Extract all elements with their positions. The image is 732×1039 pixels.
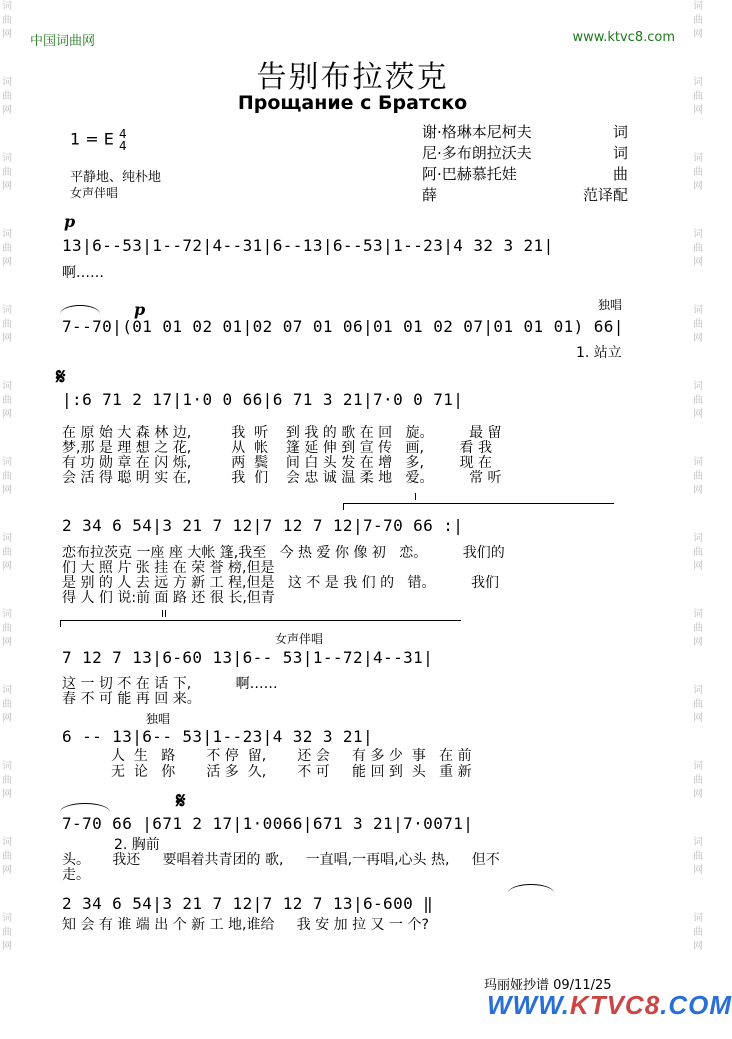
credit-lyricist-2: 尼·多布朗拉沃夫 词 <box>422 144 628 162</box>
lyric-line-7b: 走。 <box>62 867 90 883</box>
verse-marker-2: 2. 胸前 <box>114 837 160 853</box>
watermark-char: 网 <box>693 561 703 572</box>
watermark-char: 网 <box>2 485 12 496</box>
watermark-char: 网 <box>693 941 703 952</box>
song-title: 告别布拉茨克 <box>256 60 449 95</box>
time-bottom: 4 <box>118 139 127 153</box>
watermark-gap <box>0 954 14 988</box>
watermark-char: 网 <box>2 409 12 420</box>
watermark-gap <box>691 802 705 836</box>
dynamic-piano-1: p <box>64 212 76 231</box>
lyric-line-1: 啊…… <box>62 265 104 281</box>
watermark-char: 曲 <box>693 775 703 786</box>
watermark-char: 网 <box>693 29 703 40</box>
watermark-char: 网 <box>2 713 12 724</box>
watermark-gap <box>0 574 14 608</box>
watermark-char: 词 <box>2 77 12 88</box>
watermark-gap <box>0 498 14 532</box>
watermark-char: 曲 <box>693 243 703 254</box>
watermark-gap <box>691 194 705 228</box>
watermark-char: 网 <box>693 333 703 344</box>
lyric-line-8: 知 会 有 谁 端 出 个 新 工 地,谁给 我 安 加 拉 又 一 个? <box>62 917 429 933</box>
segno-sign-1: 𝄋 <box>56 364 66 390</box>
watermark-char: 网 <box>2 257 12 268</box>
watermark-char: 曲 <box>693 395 703 406</box>
notation-line-5: 7 12 7 13|6-60 13|6-- 53|1--72|4--31| <box>62 648 434 667</box>
watermark-char: 词 <box>2 305 12 316</box>
watermark-char: 词 <box>693 685 703 696</box>
key-signature <box>70 128 127 152</box>
female-chorus-marking: 女声伴唱 <box>275 632 324 646</box>
watermark-char: 曲 <box>2 547 12 558</box>
watermark-char: 词 <box>693 761 703 772</box>
lyric-line-7a: 头。 我还 要唱着共青团的 歌, 一直唱,一再唱,心头 热, 但不 <box>62 852 500 868</box>
watermark-char: 词 <box>2 229 12 240</box>
watermark-char: 词 <box>693 457 703 468</box>
watermark-char: 词 <box>693 837 703 848</box>
watermark-char: 网 <box>693 257 703 268</box>
watermark-char: 词 <box>693 381 703 392</box>
watermark-gap <box>691 422 705 456</box>
site-logo: WWW.KTVC8.COM <box>487 990 732 1020</box>
watermark-char: 曲 <box>693 851 703 862</box>
tie-arc-3 <box>508 884 554 893</box>
watermark-gap <box>691 650 705 684</box>
watermark-char: 曲 <box>2 927 12 938</box>
watermark-char: 网 <box>693 105 703 116</box>
notation-line-2: 7--70|(01 01 02 01|02 07 01 06|01 01 02 07|01 01 01) 66| <box>62 317 624 336</box>
watermark-char: 词 <box>2 761 12 772</box>
lyric-line-5b: 春 不 可 能 再 回 来。 <box>62 691 201 707</box>
solo-marking-1: 独唱 <box>598 298 623 312</box>
watermark-char: 网 <box>2 105 12 116</box>
watermark-char: 曲 <box>693 927 703 938</box>
watermark-char: 词 <box>693 913 703 924</box>
watermark-char: 网 <box>2 789 12 800</box>
lyric-line-4d: 得 人 们 说:前 面 路 还 很 长,但青 <box>62 590 275 606</box>
copyist-credit: 玛丽娅抄谱 09/11/25 <box>484 978 612 993</box>
watermark-char: 词 <box>2 381 12 392</box>
notation-line-8: 2 34 6 54|3 21 7 12|7 12 7 13|6-600 ‖ <box>62 894 434 913</box>
watermark-char: 曲 <box>693 15 703 26</box>
watermark-char: 网 <box>2 865 12 876</box>
lyric-line-3a: 在 原 始 大 森 林 边, 我 听 到 我 的 歌 在 回 旋。 最 留 <box>62 425 502 441</box>
watermark-gap <box>0 422 14 456</box>
watermark-gap <box>0 346 14 380</box>
tie-arc <box>60 305 100 314</box>
watermark-char: 网 <box>2 181 12 192</box>
volta-bracket-1: I <box>343 503 614 510</box>
segno-sign-2: 𝄋 <box>176 788 186 814</box>
watermark-char: 曲 <box>2 167 12 178</box>
lyric-line-6b: 无 论 你 活 多 久, 不 可 能 回 到 头 重 新 <box>62 764 472 780</box>
key-label: 1 = E <box>70 129 114 149</box>
watermark-char: 曲 <box>2 15 12 26</box>
watermark-char: 曲 <box>693 319 703 330</box>
watermark-char: 词 <box>2 837 12 848</box>
watermark-char: 曲 <box>693 623 703 634</box>
watermark-gap <box>0 802 14 836</box>
solo-marking-2: 独唱 <box>146 712 171 726</box>
watermark-char: 曲 <box>2 471 12 482</box>
watermark-gap <box>691 726 705 760</box>
tie-arc-2 <box>60 803 110 812</box>
watermark-gap <box>0 726 14 760</box>
dynamic-piano-2: p <box>134 300 146 319</box>
watermark-char: 曲 <box>693 547 703 558</box>
accompaniment-note: 女声伴唱 <box>70 186 119 200</box>
lyric-line-3b: 梦,那 是 理 想 之 花, 从 帐 篷 延 伸 到 宣 传 画, 看 我 <box>62 440 493 456</box>
watermark-char: 词 <box>2 685 12 696</box>
watermark-char: 曲 <box>2 851 12 862</box>
notation-line-7: 7-70 66 |671 2 17|1·0066|671 3 21|7·0071| <box>62 814 474 833</box>
watermark-char: 曲 <box>693 471 703 482</box>
notation-line-1: 13|6--53|1--72|4--31|6--13|6--53|1--23|4 32 3 21| <box>62 236 554 255</box>
watermark-char: 词 <box>693 533 703 544</box>
watermark-char: 网 <box>2 637 12 648</box>
lyric-line-4b: 们 大 照 片 张 挂 在 荣 誉 榜,但是 <box>62 560 275 576</box>
lyric-line-4c: 是 别 的 人 去 远 方 新 工 程,但是 这 不 是 我 们 的 错。 我们 <box>62 575 500 591</box>
song-subtitle: Прощание с Братско <box>237 92 468 114</box>
watermark-char: 网 <box>2 333 12 344</box>
notation-line-4: 2 34 6 54|3 21 7 12|7 12 7 12|7-70 66 :| <box>62 516 464 535</box>
watermark-gap <box>0 118 14 152</box>
time-signature <box>119 128 127 152</box>
lyric-line-3c: 有 功 勋 章 在 闪 烁, 两 鬓 间 白 头 发 在 增 多, 现 在 <box>62 455 493 471</box>
watermark-gap <box>691 574 705 608</box>
watermark-char: 词 <box>2 913 12 924</box>
watermark-char: 网 <box>693 181 703 192</box>
watermark-gap <box>0 878 14 912</box>
watermark-gap <box>0 194 14 228</box>
watermark-gap <box>691 270 705 304</box>
watermark-gap <box>0 270 14 304</box>
right-watermark-strip <box>691 0 705 1039</box>
watermark-char: 网 <box>2 941 12 952</box>
watermark-char: 词 <box>2 457 12 468</box>
watermark-gap <box>691 498 705 532</box>
watermark-char: 网 <box>693 865 703 876</box>
watermark-char: 词 <box>693 1 703 12</box>
watermark-char: 词 <box>693 77 703 88</box>
verse-marker-1: 1. 站立 <box>576 345 622 361</box>
watermark-char: 曲 <box>2 395 12 406</box>
watermark-char: 词 <box>2 1 12 12</box>
tempo-marking: 平静地、纯朴地 <box>70 170 162 185</box>
watermark-char: 网 <box>2 561 12 572</box>
watermark-char: 曲 <box>693 699 703 710</box>
watermark-char: 词 <box>693 229 703 240</box>
notation-line-3: |:6 71 2 17|1·0 0 66|6 71 3 21|7·0 0 71| <box>62 390 464 409</box>
watermark-char: 曲 <box>2 775 12 786</box>
watermark-gap <box>691 346 705 380</box>
watermark-char: 网 <box>693 713 703 724</box>
watermark-char: 网 <box>693 637 703 648</box>
watermark-char: 词 <box>693 609 703 620</box>
watermark-char: 词 <box>2 533 12 544</box>
site-url-watermark: www.ktvc8.com <box>572 30 675 45</box>
volta-bracket-2: II <box>60 620 461 627</box>
site-name-watermark: 中国词曲网 <box>30 34 96 49</box>
watermark-char: 网 <box>693 409 703 420</box>
watermark-char: 曲 <box>2 319 12 330</box>
watermark-char: 网 <box>693 789 703 800</box>
time-top: 4 <box>118 127 127 141</box>
credit-translator: 薛 范译配 <box>422 186 628 204</box>
notation-line-6: 6 -- 13|6-- 53|1--23|4 32 3 21| <box>62 727 374 746</box>
credit-lyricist-1: 谢·格琳本尼柯夫 词 <box>422 123 628 141</box>
lyric-line-3d: 会 活 得 聪 明 实 在, 我 们 会 忠 诚 温 柔 地 爱。 常 听 <box>62 470 502 486</box>
watermark-gap <box>691 878 705 912</box>
watermark-char: 网 <box>693 485 703 496</box>
lyric-line-5a: 这 一 切 不 在 话 下, 啊…… <box>62 676 278 692</box>
lyric-line-4a: 恋布拉茨克 一座 座 大帐 篷,我至 今 热 爱 你 像 初 恋。 我们的 <box>62 545 505 561</box>
watermark-char: 词 <box>693 305 703 316</box>
watermark-char: 词 <box>2 153 12 164</box>
watermark-gap <box>0 650 14 684</box>
lyric-line-6a: 人 生 路 不 停 留, 还 会 有 多 少 事 在 前 <box>62 748 472 764</box>
watermark-char: 曲 <box>2 243 12 254</box>
watermark-char: 词 <box>693 153 703 164</box>
credit-composer: 阿·巴赫慕托娃 曲 <box>422 165 628 183</box>
watermark-char: 词 <box>2 609 12 620</box>
watermark-char: 曲 <box>2 699 12 710</box>
credits-block <box>422 122 628 206</box>
watermark-gap <box>691 118 705 152</box>
watermark-char: 网 <box>2 29 12 40</box>
watermark-char: 曲 <box>693 167 703 178</box>
watermark-char: 曲 <box>2 623 12 634</box>
watermark-gap <box>691 954 705 988</box>
watermark-char: 曲 <box>2 91 12 102</box>
watermark-char: 曲 <box>693 91 703 102</box>
left-watermark-strip <box>0 0 14 1039</box>
